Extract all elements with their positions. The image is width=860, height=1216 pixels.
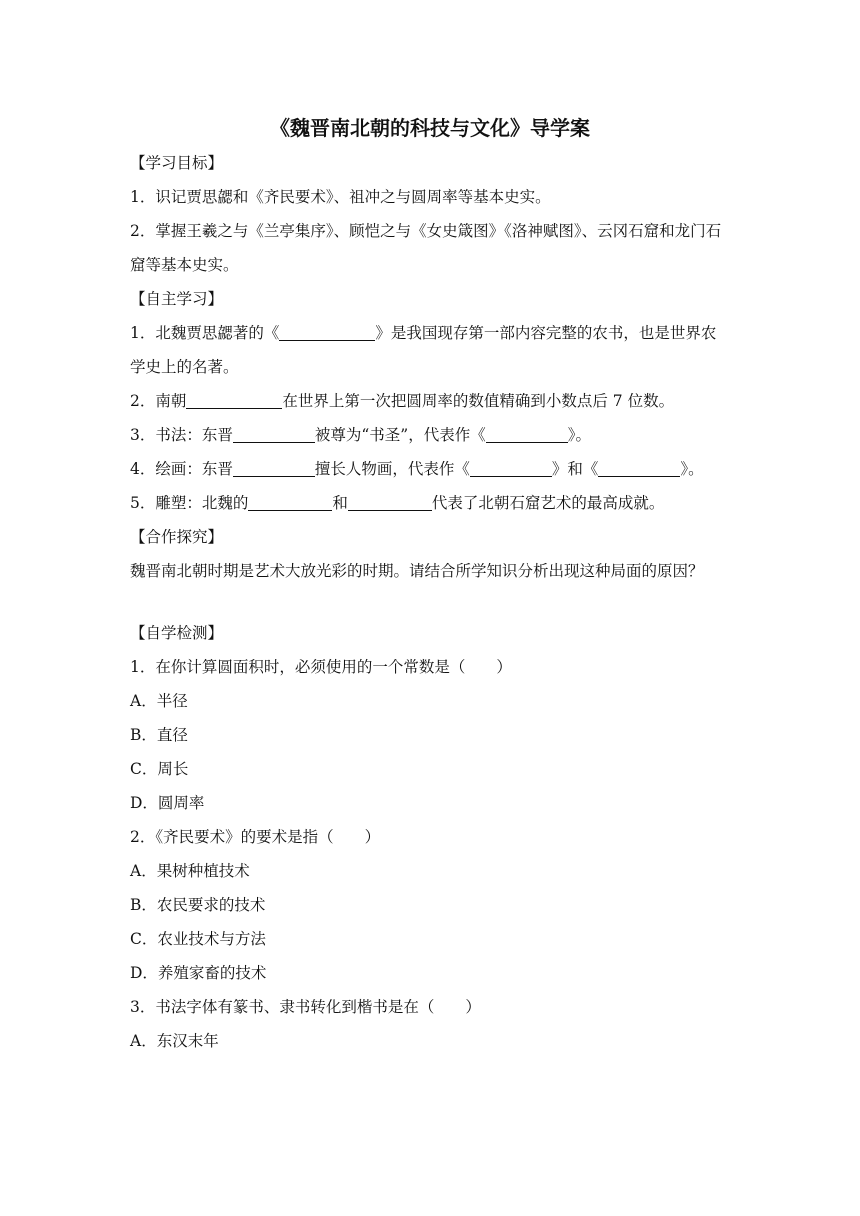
q5-suffix: 代表了北朝石窟艺术的最高成就。 <box>431 494 665 512</box>
q1-suffix: 》是我国现存第一部内容完整的农书，也是世界农学史上的名著。 <box>130 324 717 376</box>
option-c: C．农业技术与方法 <box>130 930 266 948</box>
check-heading: 【自学检测】 <box>130 624 224 642</box>
option-b: B．直径 <box>130 726 188 744</box>
q5-blank-1[interactable] <box>248 492 332 511</box>
q4-middle: 擅长人物画，代表作《 <box>314 460 470 478</box>
option-c: C．周长 <box>130 760 189 778</box>
q3-middle: 被尊为“书圣”，代表作《 <box>314 426 486 444</box>
check-question-3 <box>130 990 730 1058</box>
option-d: D．圆周率 <box>130 794 205 812</box>
question-stem: 2．《齐民要术》的要术是指（ ） <box>130 828 381 846</box>
option-d: D．养殖家畜的技术 <box>130 964 267 982</box>
self-study-q3 <box>130 418 730 452</box>
q1-prefix: 1．北魏贾思勰著的《 <box>130 324 280 342</box>
q3-blank-1[interactable] <box>233 424 315 443</box>
explore-question: 魏晋南北朝时期是艺术大放光彩的时期。请结合所学知识分析出现这种局面的原因？ <box>130 562 704 580</box>
q4-suffix: 》。 <box>680 460 704 478</box>
goal-item-2: 2．掌握王羲之与《兰亭集序》、顾恺之与《女史箴图》《洛神赋图》、云冈石窟和龙门石窟等基本史实。 <box>130 222 722 274</box>
goals-heading: 【学习目标】 <box>130 154 224 172</box>
q4-blank-3[interactable] <box>598 458 680 477</box>
q4-prefix: 4．绘画：东晋 <box>130 460 233 478</box>
q3-blank-2[interactable] <box>486 424 568 443</box>
option-a: A．果树种植技术 <box>130 862 250 880</box>
self-study-heading: 【自主学习】 <box>130 290 224 308</box>
self-study-q2 <box>130 384 730 418</box>
self-study-q5 <box>130 486 730 520</box>
check-question-2 <box>130 820 730 990</box>
worksheet-page <box>130 110 730 1058</box>
q2-suffix: 在世界上第一次把圆周率的数值精确到小数点后 7 位数。 <box>282 392 675 410</box>
q2-prefix: 2．南朝 <box>130 392 187 410</box>
check-question-1 <box>130 650 730 820</box>
q2-blank[interactable] <box>186 390 282 409</box>
q1-blank[interactable] <box>279 322 375 341</box>
option-a: A．东汉末年 <box>130 1032 219 1050</box>
q5-middle: 和 <box>332 494 348 512</box>
q4-middle2: 》和《 <box>551 460 599 478</box>
q5-prefix: 5．雕塑：北魏的 <box>130 494 249 512</box>
blank-spacer <box>130 588 730 616</box>
q4-blank-1[interactable] <box>233 458 315 477</box>
option-b: B．农民要求的技术 <box>130 896 266 914</box>
goal-item-1: 1．识记贾思勰和《齐民要术》、祖冲之与圆周率等基本史实。 <box>130 188 551 206</box>
q3-prefix: 3．书法：东晋 <box>130 426 233 444</box>
option-a: A．半径 <box>130 692 188 710</box>
q4-blank-2[interactable] <box>470 458 552 477</box>
question-stem: 1．在你计算圆面积时，必须使用的一个常数是（ ） <box>130 658 512 676</box>
self-study-q4 <box>130 452 730 486</box>
explore-heading: 【合作探究】 <box>130 528 224 546</box>
question-stem: 3．书法字体有篆书、隶书转化到楷书是在（ ） <box>130 998 481 1016</box>
page-title: 《魏晋南北朝的科技与文化》导学案 <box>270 116 590 140</box>
q5-blank-2[interactable] <box>348 492 432 511</box>
q3-suffix: 》。 <box>567 426 591 444</box>
self-study-q1 <box>130 316 730 384</box>
